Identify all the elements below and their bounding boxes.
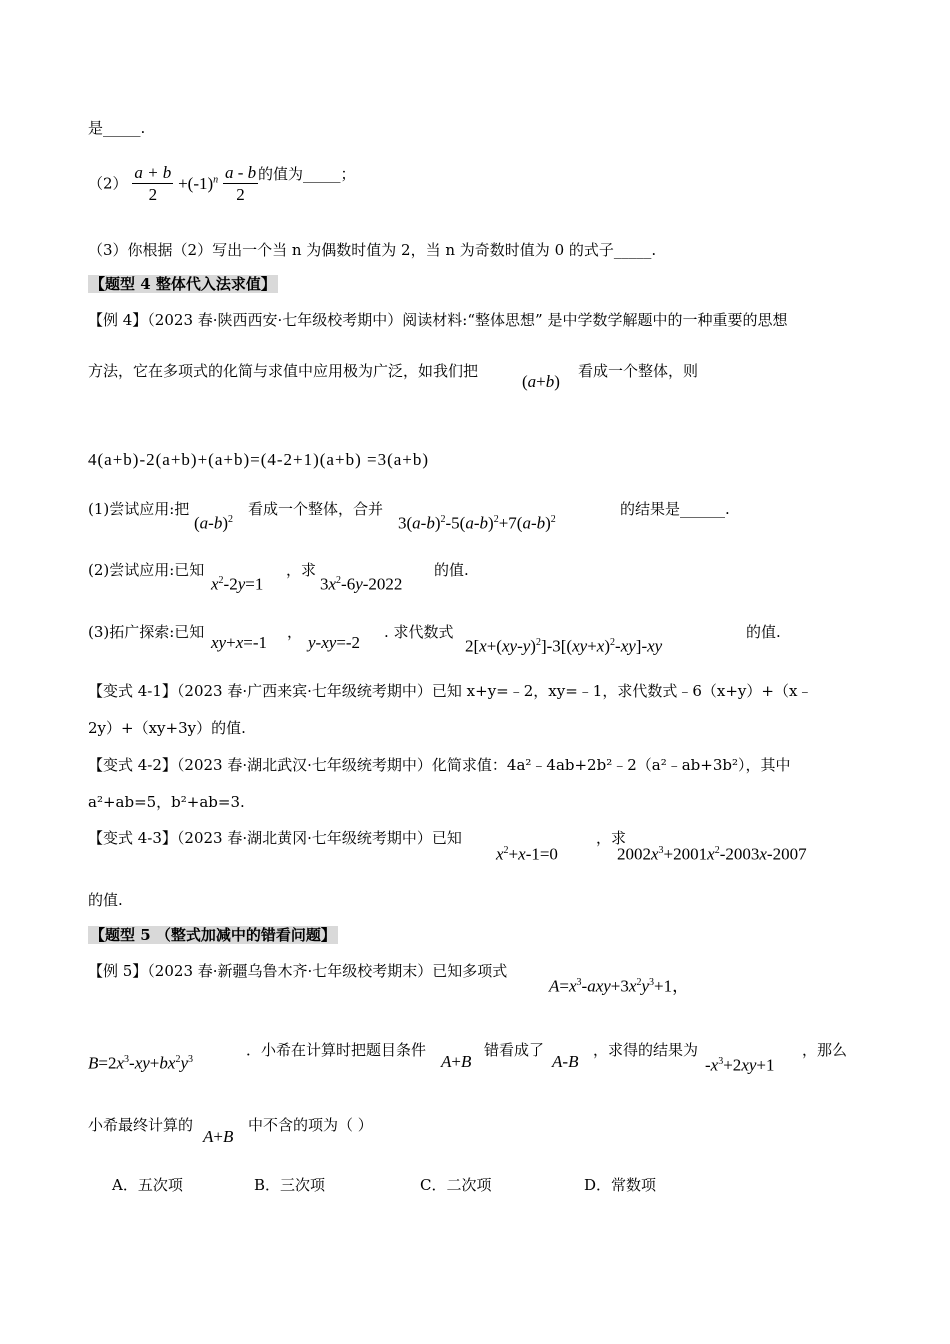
line-text: (2)尝试应用:已知 [88,561,205,579]
line-text: 的值. [434,561,469,579]
example-5-line [88,961,507,981]
line-text: 的值为_____； [258,165,356,183]
math-formula: $3x^2-6y-2022$ [320,574,403,594]
line-text: 小希最终计算的 [88,1116,194,1134]
math-formula: $3(a-b)^2-5(a-b)^2+7(a-b)^2$ [398,513,556,533]
math-formula: $B=2x^3-xy+bx^2y^3$ [88,1053,193,1073]
math-formula: $A=x^3-axy+3x^2y^3+1$， [549,976,690,996]
line-text: 的值. [88,891,123,909]
section-title: 【题型 5 （整式加减中的错看问题】 [90,926,336,944]
option-b[interactable] [254,1174,325,1195]
line-text: ，求 [286,561,317,579]
example-5-line [802,1040,847,1060]
fraction-formula: $\frac{a - b}{2}$ [224,163,257,204]
variant-4-2 [88,792,245,812]
line-text: （3）你根据（2）写出一个当 n 为偶数时值为 2，当 n 为奇数时值为 0 的式子_____. [88,241,657,259]
equation [88,450,429,470]
variant-4-2 [88,755,791,775]
variant-4-3 [88,890,123,910]
option-a-label: A．五次项 [112,1176,183,1194]
option-c[interactable] [420,1174,491,1195]
question-2-suffix [258,164,356,184]
section-header [88,925,338,945]
math-formula: xy+x=-1 [211,633,267,652]
fraction-formula: $\frac{a + b}{2}$ [134,163,172,204]
math-formula: $x^2-2y=1$ [211,574,264,594]
line-text: 的结果是______. [620,500,730,518]
sub-question-1 [88,499,189,519]
line-text: 【变式 4-2】（2023 春·湖北武汉·七年级统考期中）化简求值：4a²﹣4ab+2b²﹣2（a²﹣ab+3b²），其中 [88,756,791,774]
line-text: ，求 [596,829,627,847]
sub-question-1 [248,499,383,519]
line-text: 【例 5】（2023 春·新疆乌鲁木齐·七年级校考期末）已知多项式 [88,962,508,980]
example-5-line [88,1115,193,1135]
question-2 [88,163,258,206]
line-text: 【变式 4-3】（2023 春·湖北黄冈·七年级统考期中）已知 [88,829,462,847]
line-text: 的值. [746,623,781,641]
line-text: a²+ab=5，b²+ab=3. [88,793,245,811]
line-text: (3)拓广探索:已知 [88,623,205,641]
example-4-line [88,361,478,381]
line-text: (1)尝试应用:把 [88,500,190,518]
option-d[interactable] [584,1174,656,1195]
sub-question-2 [88,560,204,580]
sub-question-1 [620,499,730,519]
option-c-label: C．二次项 [420,1176,492,1194]
sub-question-2 [286,560,316,580]
example-5-line [593,1040,698,1060]
line-text: ，那么 [802,1041,848,1059]
example-5-line [484,1040,544,1060]
sub-question-2 [434,560,469,580]
line-text: 【例 4】（2023 春·陕西西安·七年级校考期中）阅读材料:“整体思想” 是中学数学解题中的一种重要的思想 [88,311,788,329]
question-3 [88,240,656,260]
line-text: 【变式 4-1】（2023 春·广西来宾·七年级统考期中）已知 x+y=﹣2，xy=﹣1，求代数式﹣6（x+y）+（x﹣ [88,682,813,700]
example-4-line [88,310,787,330]
line-text: 看成一个整体，合并 [248,500,384,518]
math-formula: A+B [203,1127,234,1146]
math-formula: A-B [552,1052,579,1071]
variant-4-1 [88,718,246,738]
math-formula: y-xy=-2 [308,633,361,652]
sub-question-3 [287,622,302,642]
line-text: ， [287,623,303,641]
math-formula: $2002x^3+2001x^2-2003x-2007$ [617,844,807,864]
section-header [88,274,278,294]
line-text: 是_____. [88,119,146,137]
example-5-line [248,1115,373,1135]
math-formula: $2[x+(xy-y)^2]-3[(xy+x)^2-xy]-xy$ [465,636,663,656]
variant-4-1 [88,681,812,701]
math-formula: $(a-b)^2$ [194,513,234,533]
math-formula: (a+b) [522,372,560,391]
option-b-label: B．三次项 [254,1176,326,1194]
math-formula: A+B [441,1052,472,1071]
equation-text: 4(a+b)-2(a+b)+(a+b)=(4-2+1)(a+b) =3(a+b) [88,450,430,469]
sub-question-3 [88,622,204,642]
text-line [88,118,145,138]
option-d-label: D．常数项 [584,1176,657,1194]
math-formula: $x^2+x-1=0$ [496,844,558,864]
line-text: 中不含的项为（ ） [248,1116,373,1134]
line-text: ．小希在计算时把题目条件 [246,1041,427,1059]
math-formula: $-x^3+2xy+1$ [705,1055,775,1075]
line-text: . 求代数式 [384,623,454,641]
example-4-line [578,361,698,381]
section-title: 【题型 4 整体代入法求值】 [90,275,276,293]
sub-question-3 [746,622,781,642]
question-number: （2） [88,174,128,193]
example-5-line [246,1040,426,1060]
line-text: 错看成了 [484,1041,545,1059]
line-text: ，求得的结果为 [593,1041,699,1059]
line-text: 看成一个整体，则 [578,362,699,380]
line-text: 方法，它在多项式的化简与求值中应用极为广泛，如我们把 [88,362,479,380]
option-a[interactable] [112,1174,183,1195]
line-text: 2y）+（xy+3y）的值. [88,719,246,737]
math-formula: $+(-1)^n$ [178,173,219,193]
sub-question-3 [384,622,454,642]
variant-4-3 [88,828,462,848]
